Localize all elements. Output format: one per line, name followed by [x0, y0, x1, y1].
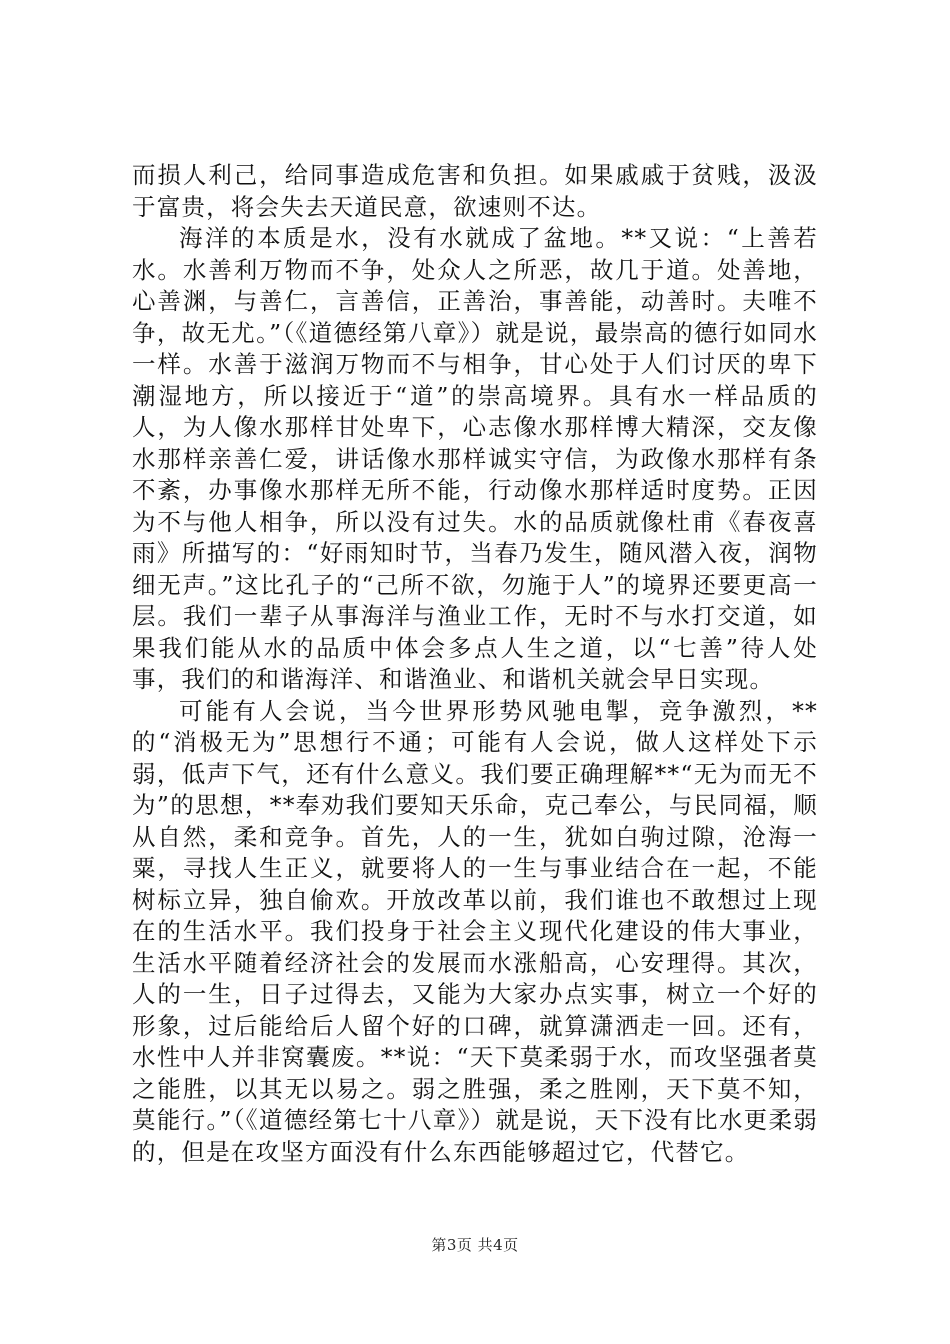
paragraph-non-action: 可能有人会说，当今世界形势风驰电掣，竞争激烈，**的“消极无为”思想行不通；可能有人会说，做人这样处下示弱，低声下气，还有什么意义。我们要正确理解**“无为而无不为”的思想，**奉劝我们要知天乐命，克己奉公，与民同福，顺从自然，柔和竞争。首先，人的一生，犹如白驹过隙，沧海一粟，寻找人生正义，就要将人的一生与事业结合在一起，不能树标立异，独自偷欢。开放改革以前，我们谁也不敢想过上现在的生活水平。我们投身于社会主义现代化建设的伟大事业，生活水平随着经济社会的发展而水涨船高，心安理得。其次，人的一生，日子过得去，又能为大家办点实事，树立一个好的形象，过后能给后人留个好的口碑，就算潇洒走一回。还有，水性中人并非窝囊废。**说：“天下莫柔弱于水，而攻坚强者莫之能胜，以其无以易之。弱之胜强，柔之胜刚，天下莫不知，莫能行。”（《道德经第七十八章》）就是说，天下没有比水更柔弱的，但是在攻坚方面没有什么东西能够超过它，代替它。: [132, 696, 818, 1166]
document-body: [132, 160, 818, 1168]
page-number-footer: 第3页 共4页: [431, 1236, 519, 1254]
paragraph-continuation: 而损人利己，给同事造成危害和负担。如果戚戚于贫贱，汲汲于富贵，将会失去天道民意，欲速则不达。: [132, 161, 818, 221]
paragraph-water-nature: 海洋的本质是水，没有水就成了盆地。**又说：“上善若水。水善利万物而不争，处众人之所恶，故几于道。处善地，心善渊，与善仁，言善信，正善治，事善能，动善时。夫唯不争，故无尤。”（《道德经第八章》）就是说，最崇高的德行如同水一样。水善于滋润万物而不与相争，甘心处于人们讨厌的卑下潮湿地方，所以接近于“道”的崇高境界。具有水一样品质的人，为人像水那样甘处卑下，心志像水那样博大精深，交友像水那样亲善仁爱，讲话像水那样诚实守信，为政像水那样有条不紊，办事像水那样无所不能，行动像水那样适时度势。正因为不与他人相争，所以没有过失。水的品质就像杜甫《春夜喜雨》所描写的：“好雨知时节，当春乃发生，随风潜入夜，润物细无声。”这比孔子的“己所不欲，勿施于人”的境界还要更高一层。我们一辈子从事海洋与渔业工作，无时不与水打交道，如果我们能从水的品质中体会多点人生之道，以“七善”待人处事，我们的和谐海洋、和谐渔业、和谐机关就会早日实现。: [132, 224, 818, 693]
